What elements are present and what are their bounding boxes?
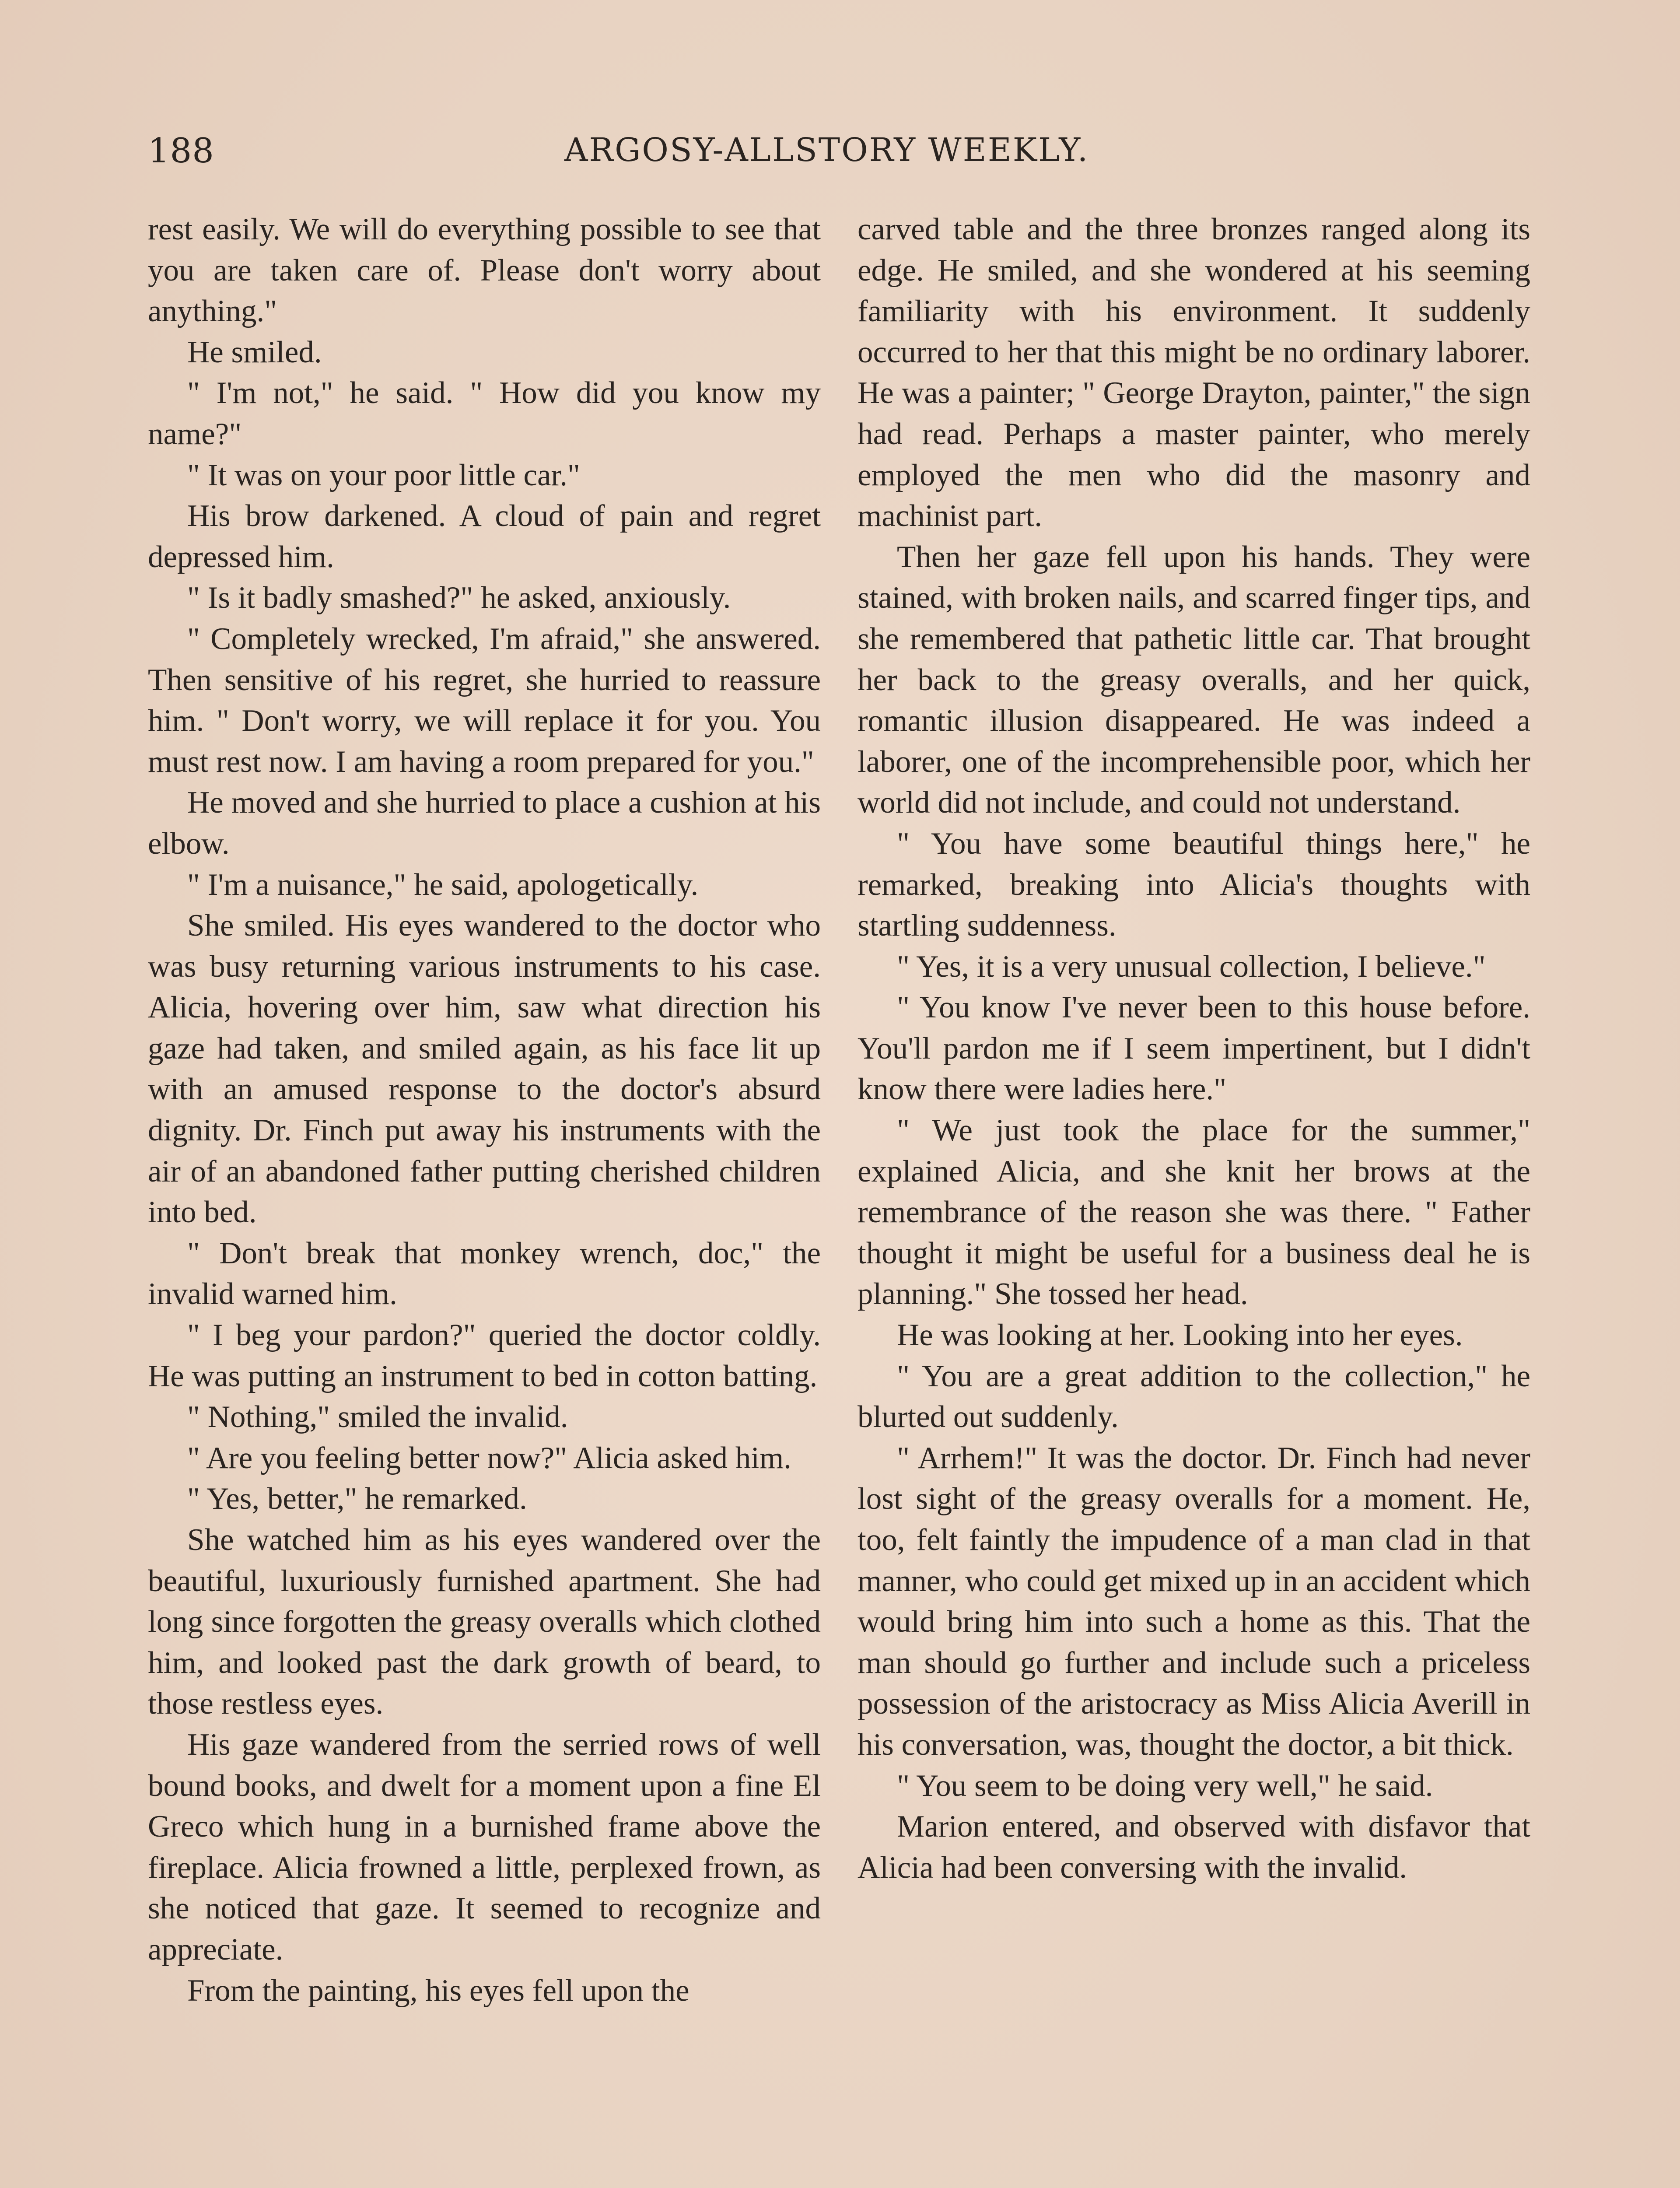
paragraph: " You have some beautiful things here," he remarked, breaking into Alicia's thoughts with startling suddenness. [858,826,1530,943]
paragraph: " You are a great addition to the collection," he blurted out suddenly. [858,1359,1530,1434]
paragraph: " Yes, better," he remarked. [187,1482,527,1516]
paragraph: rest easily. We will do everything possible to see that you are taken care of. Please don't worry about anything." [148,212,821,329]
running-head: ARGOSY-ALLSTORY WEEKLY. [564,131,1089,169]
paragraph: " I'm a nuisance," he said, apologetically. [187,867,699,902]
paragraph: " You seem to be doing very well," he said. [897,1768,1433,1803]
paragraph: " Yes, it is a very unusual collection, I believe." [897,949,1486,984]
paragraph: " It was on your poor little car." [187,458,580,492]
paragraph: " Arrhem!" It was the doctor. Dr. Finch had never lost sight of the greasy overalls for a moment. He, too, felt faintly the impudence of a man clad in that manner, who could get mixed up in an accident which would bring him into such a home as this. That the man should go further and include such a priceless possession of the aristocracy as Miss Alicia Averill in his conversation, was, thought the doctor, a bit thick. [858,1441,1530,1762]
paragraph: He moved and she hurried to place a cushion at his elbow. [148,785,821,861]
paragraph: From the painting, his eyes fell upon the [187,1973,690,2008]
paragraph: " Is it badly smashed?" he asked, anxiously. [187,581,731,615]
paragraph: She watched him as his eyes wandered over the beautiful, luxuriously furnished apartment. She had long since forgotten the greasy overalls which clothed him, and looked past the dark growth of beard, to those restless eyes. [148,1523,821,1721]
paragraph: Marion entered, and observed with disfavor that Alicia had been conversing with the invalid. [858,1809,1530,1885]
paragraph: He was looking at her. Looking into her eyes. [897,1318,1463,1353]
right-column [858,209,1530,1888]
paragraph: His brow darkened. A cloud of pain and regret depressed him. [148,499,821,574]
paragraph: carved table and the three bronzes ranged along its edge. He smiled, and she wondered at his seeming familiarity with his environment. It suddenly occurred to her that this might be no ordinary laborer. He was a painter; " George Drayton, painter," the sign had read. Perhaps a master painter, who merely employed the men who did the masonry and machinist part. [858,212,1530,533]
paragraph: " Are you feeling better now?" Alicia asked him. [187,1441,791,1475]
paragraph: " Completely wrecked, I'm afraid," she answered. Then sensitive of his regret, she hurried to reassure him. " Don't worry, we will replace it for you. You must rest now. I am having a room prepared for you." [148,621,821,779]
paragraph: " Don't break that monkey wrench, doc," the invalid warned him. [148,1236,821,1311]
paragraph: " Nothing," smiled the invalid. [187,1400,568,1434]
left-column [148,209,821,2011]
paragraph: She smiled. His eyes wandered to the doctor who was busy returning various instruments to his case. Alicia, hovering over him, saw what direction his gaze had taken, and smiled again, as his face lit up with an amused response to the doctor's absurd dignity. Dr. Finch put away his instruments with the air of an abandoned father putting cherished children into bed. [148,908,821,1230]
paragraph: " You know I've never been to this house before. You'll pardon me if I seem impertinent, but I didn't know there were ladies here." [858,990,1530,1107]
paragraph: " We just took the place for the summer," explained Alicia, and she knit her brows at the remembrance of the reason she was there. " Father thought it might be useful for a business deal he is planning." She tossed her head. [858,1113,1530,1311]
paragraph: His gaze wandered from the serried rows of well bound books, and dwelt for a moment upon a fine El Greco which hung in a burnished frame above the fireplace. Alicia frowned a little, perplexed frown, as she noticed that gaze. It seemed to recognize and appreciate. [148,1727,821,1967]
paragraph: " I'm not," he said. " How did you know my name?" [148,376,821,451]
page-number: 188 [148,131,214,171]
paragraph: Then her gaze fell upon his hands. They were stained, with broken nails, and scarred finger tips, and she remembered that pathetic little car. That brought her back to the greasy overalls, and her quick, romantic illusion disappeared. He was indeed a laborer, one of the incomprehensible poor, which her world did not include, and could not understand. [858,540,1530,820]
paragraph: " I beg your pardon?" queried the doctor coldly. He was putting an instrument to bed in cotton batting. [148,1318,821,1393]
paragraph: He smiled. [187,335,322,369]
